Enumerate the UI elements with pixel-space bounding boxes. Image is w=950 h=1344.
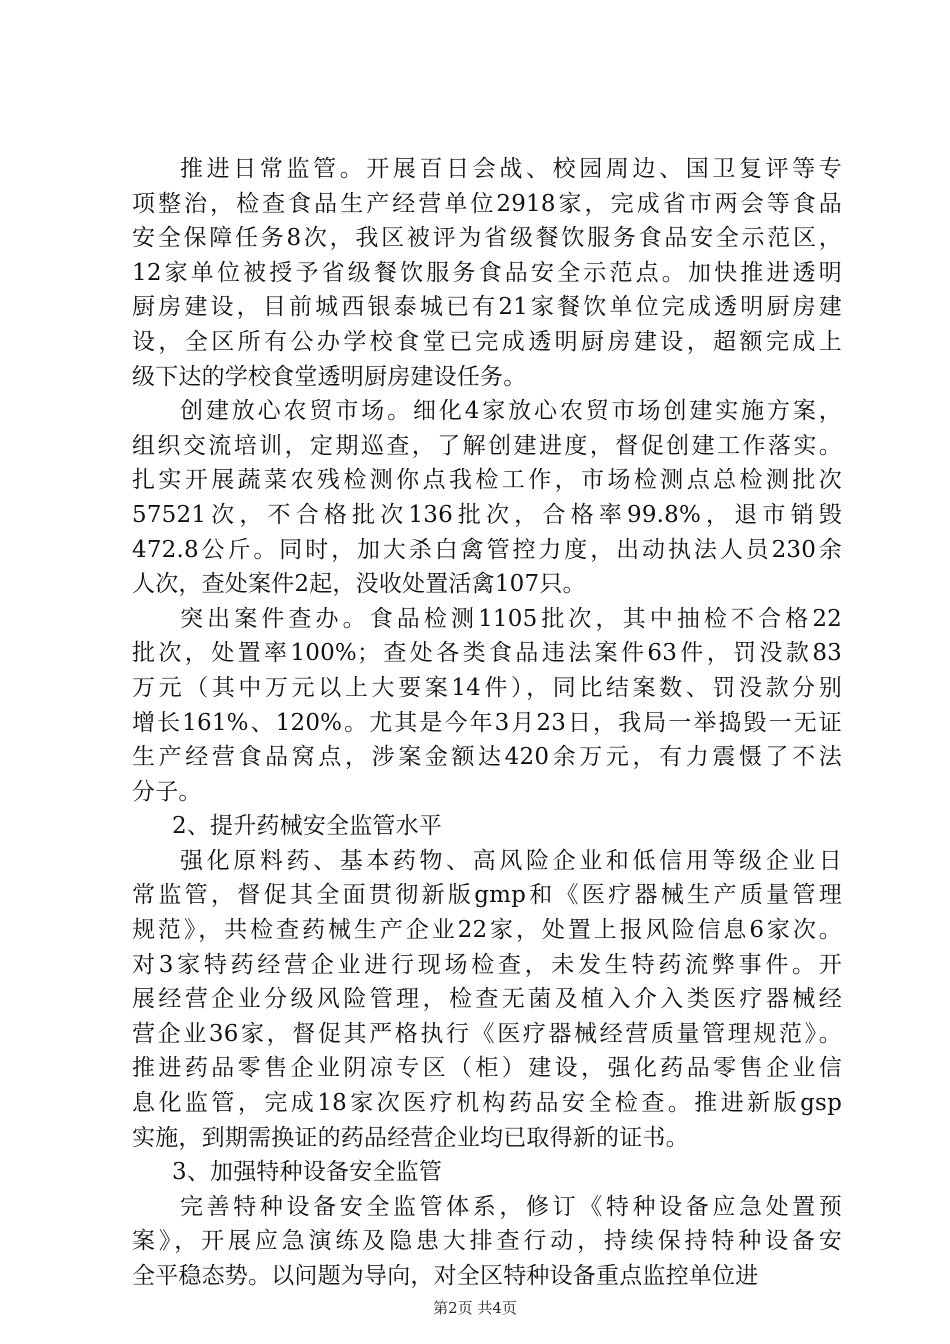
text-line: 突出案件查办。食品检测1105批次，其中抽检不合格22 bbox=[180, 605, 842, 632]
text-line: 人次，查处案件2起，没收处置活禽107只。 bbox=[132, 571, 586, 598]
text-line: 案》，开展应急演练及隐患大排查行动，持续保持特种设备安 bbox=[132, 1228, 842, 1255]
para-daily-supervision bbox=[132, 152, 842, 394]
text-line: 规范》，共检查药械生产企业22家，处置上报风险信息6家次。 bbox=[132, 917, 842, 944]
text-line: 项整治，检查食品生产经营单位2918家，完成省市两会等食品 bbox=[132, 190, 842, 217]
text-line: 472.8公斤。同时，加大杀白禽管控力度，出动执法人员230余 bbox=[132, 536, 842, 563]
text-line: 推进药品零售企业阴凉专区（柜）建设，强化药品零售企业信 bbox=[132, 1055, 842, 1082]
para-case-investigation bbox=[132, 602, 842, 810]
text-line: 全平稳态势。以问题为导向，对全区特种设备重点监控单位进 bbox=[132, 1263, 759, 1289]
text-line: 完善特种设备安全监管体系，修订《特种设备应急处置预 bbox=[180, 1193, 842, 1220]
heading-special-equipment bbox=[132, 1155, 842, 1190]
text-line: 57521次，不合格批次136批次，合格率99.8%，退市销毁 bbox=[132, 501, 842, 528]
para-drug-device bbox=[132, 844, 842, 1155]
heading-drug-device bbox=[132, 809, 842, 844]
text-line: 厨房建设，目前城西银泰城已有21家餐饮单位完成透明厨房建 bbox=[132, 294, 842, 321]
text-line: 批次，处置率100%；查处各类食品违法案件63件，罚没款83 bbox=[132, 640, 842, 667]
text-line: 对3家特药经营企业进行现场检查，未发生特药流弊事件。开 bbox=[132, 951, 842, 978]
text-line: 12家单位被授予省级餐饮服务食品安全示范点。加快推进透明 bbox=[132, 259, 842, 286]
page-footer: 第2页 共4页 bbox=[433, 1299, 517, 1317]
text-line: 扎实开展蔬菜农残检测你点我检工作，市场检测点总检测批次 bbox=[132, 467, 842, 494]
text-line: 生产经营食品窝点，涉案金额达420余万元，有力震慑了不法 bbox=[132, 744, 842, 771]
text-line: 分子。 bbox=[132, 778, 202, 805]
text-line: 营企业36家，督促其严格执行《医疗器械经营质量管理规范》。 bbox=[132, 1020, 842, 1047]
text-line: 强化原料药、基本药物、高风险企业和低信用等级企业日 bbox=[180, 847, 842, 874]
text-line: 常监管，督促其全面贯彻新版gmp和《医疗器械生产质量管理 bbox=[132, 882, 842, 909]
para-farmers-market bbox=[132, 394, 842, 602]
text-line: 息化监管，完成18家次医疗机构药品安全检查。推进新版gsp bbox=[132, 1090, 842, 1117]
text-line: 组织交流培训，定期巡查，了解创建进度，督促创建工作落实。 bbox=[132, 432, 842, 459]
text-line: 万元（其中万元以上大要案14件），同比结案数、罚没款分别 bbox=[132, 674, 842, 701]
text-line: 3、加强特种设备安全监管 bbox=[172, 1159, 443, 1186]
text-line: 实施，到期需换证的药品经营企业均已取得新的证书。 bbox=[132, 1124, 689, 1151]
text-line: 级下达的学校食堂透明厨房建设任务。 bbox=[132, 363, 527, 390]
text-line: 推进日常监管。开展百日会战、校园周边、国卫复评等专 bbox=[180, 156, 842, 182]
text-line: 创建放心农贸市场。细化4家放心农贸市场创建实施方案， bbox=[180, 398, 842, 425]
text-line: 增长161%、120%。尤其是今年3月23日，我局一举捣毁一无证 bbox=[132, 709, 842, 736]
body-text bbox=[132, 152, 842, 1294]
text-line: 展经营企业分级风险管理，检查无菌及植入介入类医疗器械经 bbox=[132, 986, 842, 1013]
para-special-equipment bbox=[132, 1190, 842, 1294]
text-line: 设，全区所有公办学校食堂已完成透明厨房建设，超额完成上 bbox=[132, 328, 842, 355]
text-line: 2、提升药械安全监管水平 bbox=[172, 813, 443, 840]
text-line: 安全保障任务8次，我区被评为省级餐饮服务食品安全示范区， bbox=[132, 225, 842, 252]
